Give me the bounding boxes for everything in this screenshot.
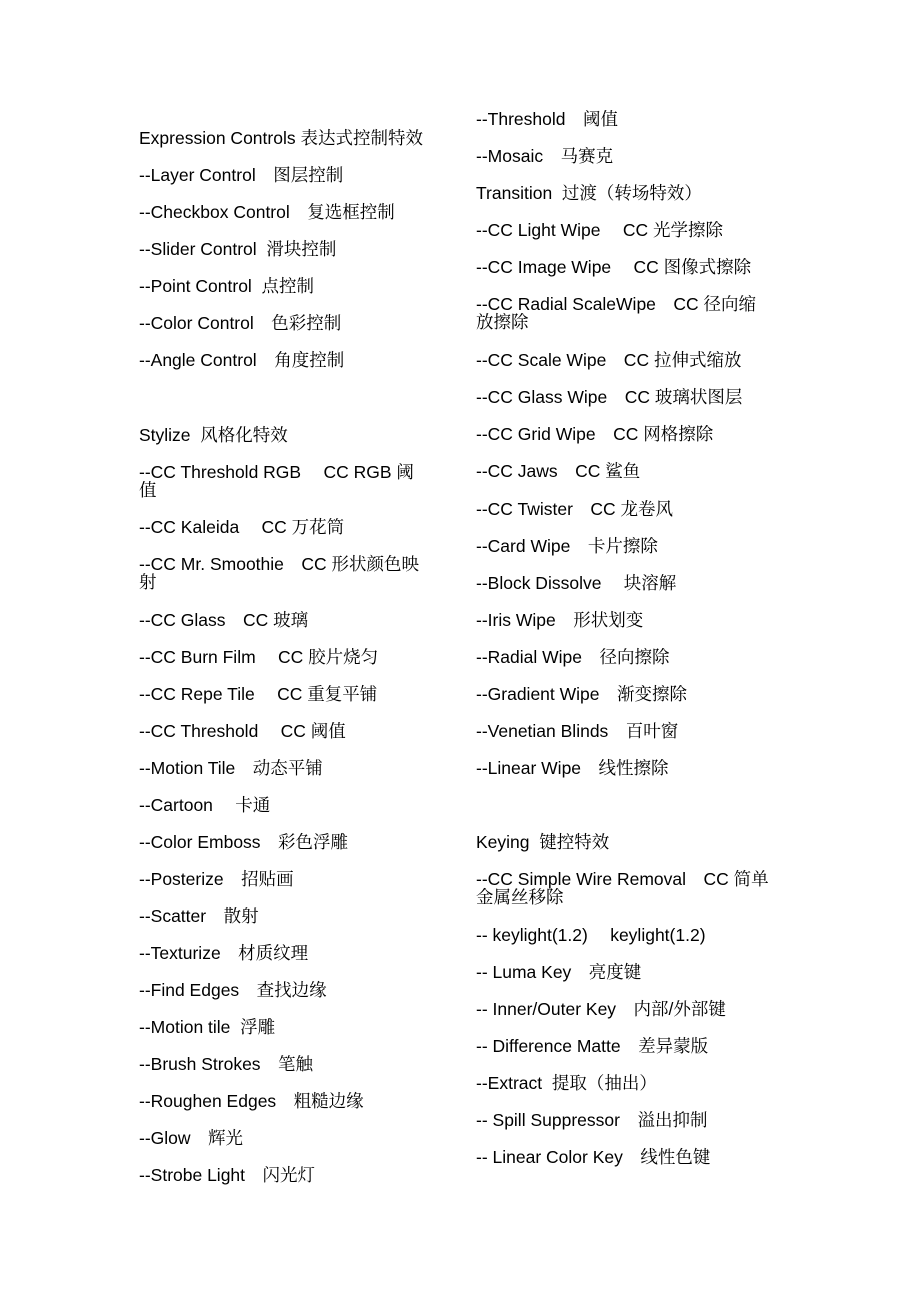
entry-text: --Point Control 点控制 [139, 276, 315, 296]
entry-line: 放擦除 [476, 312, 529, 332]
effect-item [476, 722, 794, 740]
entry-text: -- Difference Matte 差异蒙版 [476, 1036, 709, 1056]
entry-text: --CC Twister CC 龙卷风 [476, 499, 674, 519]
effect-item [139, 944, 451, 962]
effect-item [476, 295, 794, 331]
effect-item [139, 314, 451, 332]
entry-text: --Threshold 阈值 [476, 109, 618, 129]
entry-text: --Iris Wipe 形状划变 [476, 610, 644, 630]
entry-text: -- Linear Color Key 线性色键 [476, 1147, 711, 1167]
effect-item [476, 963, 794, 981]
entry-text: --CC Kaleida CC 万花筒 [139, 517, 345, 537]
entry-text: --Layer Control 图层控制 [139, 165, 344, 185]
effect-item [139, 203, 451, 221]
effect-item [476, 685, 794, 703]
entry-text: --CC Glass Wipe CC 玻璃状图层 [476, 387, 743, 407]
effect-item [476, 648, 794, 666]
entry-text: -- Luma Key 亮度键 [476, 962, 642, 982]
effect-item [476, 110, 794, 128]
entry-text: --Linear Wipe 线性擦除 [476, 758, 669, 778]
effect-item [139, 759, 451, 777]
effect-item [139, 518, 451, 536]
entry-text: --CC Repe Tile CC 重复平铺 [139, 684, 378, 704]
entry-text: Stylize 风格化特效 [139, 425, 288, 445]
entry-text: --CC Scale Wipe CC 拉伸式缩放 [476, 350, 742, 370]
entry-text: --Glow 辉光 [139, 1128, 244, 1148]
effect-item [139, 277, 451, 295]
entry-text: --CC Image Wipe CC 图像式擦除 [476, 257, 752, 277]
effect-item [476, 351, 794, 369]
entry-text: --CC Grid Wipe CC 网格擦除 [476, 424, 714, 444]
entry-text: --Posterize 招贴画 [139, 869, 294, 889]
effect-item [139, 648, 451, 666]
effect-item [139, 463, 451, 499]
effect-item [476, 1037, 794, 1055]
category-heading [139, 426, 451, 444]
entry-text: Transition 过渡（转场特效） [476, 183, 702, 203]
entry-text: --Motion tile 浮雕 [139, 1017, 276, 1037]
effect-item [139, 1129, 451, 1147]
entry-line: 值 [139, 480, 157, 500]
entry-text: --Roughen Edges 粗糙边缘 [139, 1091, 364, 1111]
effect-item [139, 1018, 451, 1036]
entry-text: --Find Edges 查找边缘 [139, 980, 327, 1000]
entry-text: --Strobe Light 闪光灯 [139, 1165, 316, 1185]
entry-text: --Checkbox Control 复选框控制 [139, 202, 395, 222]
entry-text: --Color Emboss 彩色浮雕 [139, 832, 349, 852]
effect-item [139, 555, 451, 591]
effect-item [476, 388, 794, 406]
effect-item [139, 796, 451, 814]
effect-item [476, 1111, 794, 1129]
effect-item [139, 611, 451, 629]
entry-text: --Cartoon 卡通 [139, 795, 271, 815]
entry-text: --Motion Tile 动态平铺 [139, 758, 323, 778]
effect-item [476, 574, 794, 592]
entry-text: --Radial Wipe 径向擦除 [476, 647, 670, 667]
entry-text: --CC Light Wipe CC 光学擦除 [476, 220, 723, 240]
effect-item [139, 870, 451, 888]
entry-text: --CC Threshold CC 阈值 [139, 721, 346, 741]
category-heading [476, 184, 794, 202]
effect-item [476, 1148, 794, 1166]
effect-item [139, 722, 451, 740]
effect-item [476, 611, 794, 629]
effect-item [476, 926, 794, 944]
effect-item [139, 1092, 451, 1110]
effect-item [476, 147, 794, 165]
entry-text: -- Spill Suppressor 溢出抑制 [476, 1110, 708, 1130]
entry-text: --Slider Control 滑块控制 [139, 239, 337, 259]
effect-item [476, 462, 794, 480]
effect-item [476, 1074, 794, 1092]
entry-text: --Mosaic 马赛克 [476, 146, 614, 166]
entry-text: Expression Controls 表达式控制特效 [139, 128, 423, 148]
effect-item [139, 685, 451, 703]
entry-text: --Scatter 散射 [139, 906, 259, 926]
entry-line: --CC Mr. Smoothie CC 形状颜色映 [139, 554, 420, 574]
entry-text: Keying 键控特效 [476, 832, 610, 852]
entry-text: --Gradient Wipe 渐变擦除 [476, 684, 688, 704]
entry-line: 金属丝移除 [476, 887, 564, 907]
effect-item [139, 833, 451, 851]
effect-item [476, 870, 794, 906]
entry-text: --CC Jaws CC 鲨鱼 [476, 461, 641, 481]
entry-line: --CC Threshold RGB CC RGB 阈 [139, 462, 414, 482]
entry-text: --Block Dissolve 块溶解 [476, 573, 677, 593]
effect-item [476, 759, 794, 777]
entry-text: --Color Control 色彩控制 [139, 313, 342, 333]
category-heading [476, 833, 794, 851]
entry-line: 射 [139, 572, 157, 592]
entry-text: --Extract 提取（抽出） [476, 1073, 657, 1093]
effect-item [476, 425, 794, 443]
category-heading [139, 129, 451, 147]
entry-line: --CC Radial ScaleWipe CC 径向缩 [476, 294, 757, 314]
effect-item [139, 981, 451, 999]
effect-item [139, 1166, 451, 1184]
effect-item [476, 537, 794, 555]
entry-text: --Venetian Blinds 百叶窗 [476, 721, 679, 741]
entry-text: --CC Burn Film CC 胶片烧匀 [139, 647, 379, 667]
effect-item [139, 240, 451, 258]
entry-text: --Angle Control 角度控制 [139, 350, 345, 370]
effect-item [139, 907, 451, 925]
effect-item [139, 166, 451, 184]
effect-item [476, 258, 794, 276]
entry-text: --Texturize 材质纹理 [139, 943, 309, 963]
entry-line: --CC Simple Wire Removal CC 简单 [476, 869, 769, 889]
entry-text: -- keylight(1.2) keylight(1.2) [476, 925, 706, 945]
entry-text: --Card Wipe 卡片擦除 [476, 536, 658, 556]
entry-text: -- Inner/Outer Key 内部/外部键 [476, 999, 726, 1019]
effect-item [476, 221, 794, 239]
entry-text: --CC Glass CC 玻璃 [139, 610, 309, 630]
effect-item [476, 500, 794, 518]
effect-item [139, 1055, 451, 1073]
effect-item [139, 351, 451, 369]
effect-item [476, 1000, 794, 1018]
entry-text: --Brush Strokes 笔触 [139, 1054, 314, 1074]
